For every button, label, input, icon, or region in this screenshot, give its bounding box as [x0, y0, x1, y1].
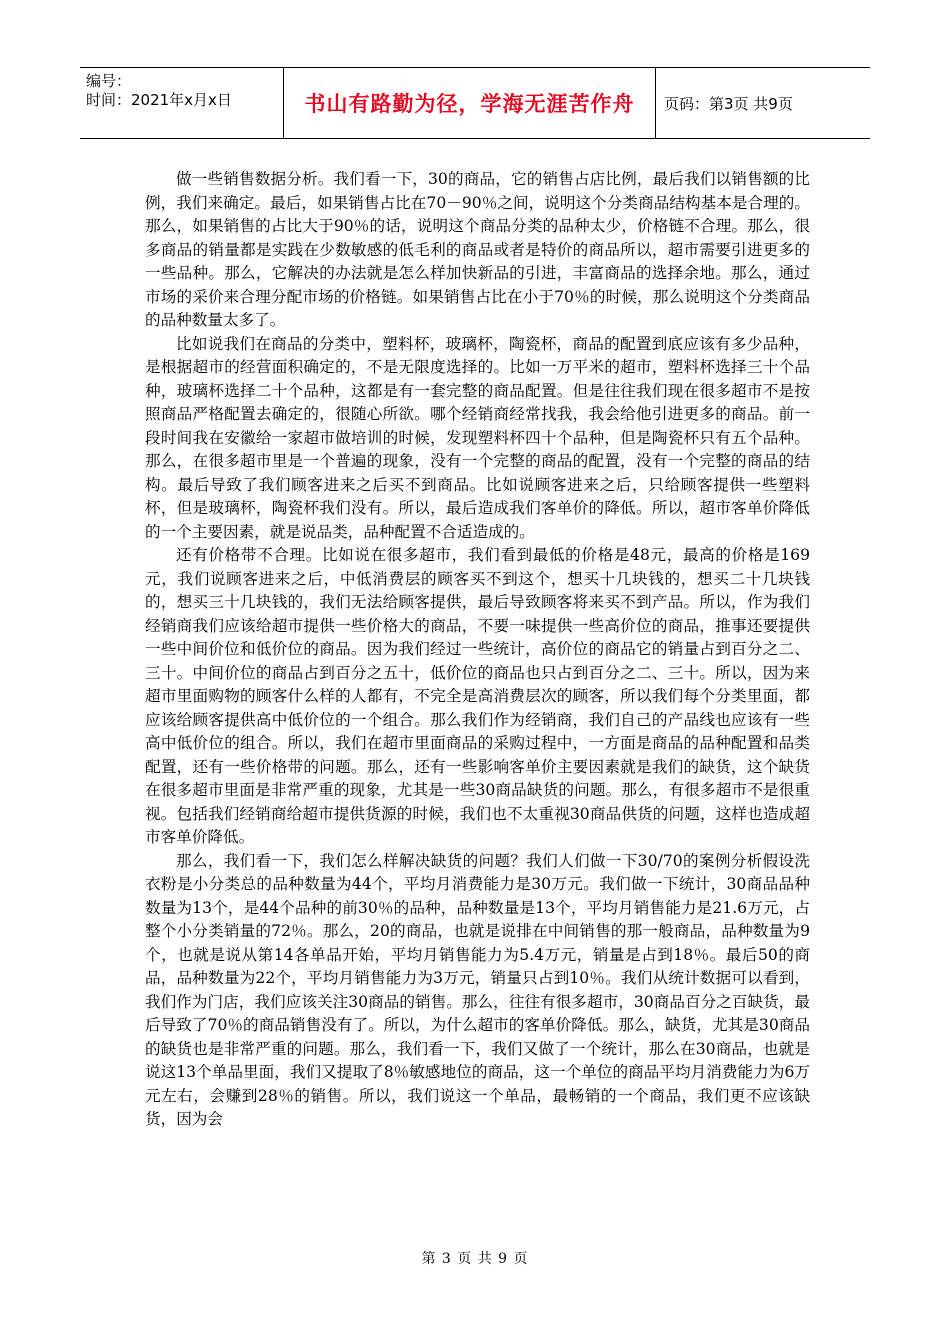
- paragraph: 那么，我们看一下，我们怎么样解决缺货的问题？我们人们做一下30/70的案例分析假设洗衣粉是小分类总的品种数量为44个，平均月消费能力是30万元。我们做一下统计，30商品品种数量为13个，是44个品种的前30％的品种，品种数量是13个，平均月销售能力是21.6万元，占整个小分类销量的72％。那么，20的商品，也就是说排在中间销售的那一般商品，品种数量为9个，也就是说从第14各单品开始，平均月销售能力为5.4万元，销量是占到18％。最后50的商品，品种数量为22个，平均月销售能力为3万元，销量只占到10％。我们从统计数据可以看到，我们作为门店，我们应该关注30商品的销售。那么，往往有很多超市，30商品百分之百缺货，最后导致了70％的商品销售没有了。所以，为什么超市的客单价降低。那么，缺货，尤其是30商品的缺货也是非常严重的问题。那么，我们看一下，我们又做了一个统计，那么在30商品，也就是说这13个单品里面，我们又提取了8％敏感地位的商品，这一个单位的商品平均月消费能力为6万元左右，会赚到28％的销售。所以，我们说这一个单品，最畅销的一个商品，我们更不应该缺货，因为会: [145, 851, 810, 1128]
- page-header: [80, 67, 870, 139]
- header-motto: 书山有路勤为径，学海无涯苦作舟: [284, 68, 656, 138]
- document-number: 编号：: [86, 72, 132, 90]
- paragraph: 比如说我们在商品的分类中，塑料杯，玻璃杯，陶瓷杯，商品的配置到底应该有多少品种，是根据超市的经营面积确定的，不是无限度选择的。比如一万平米的超市，塑料杯选择三十个品种，玻璃杯选择二十个品种，这都是有一套完整的商品配置。但是往往我们现在很多超市不是按照商品严格配置去确定的，很随心所欲。哪个经销商经常找我，我会给他引进更多的商品。前一段时间我在安徽给一家超市做培训的时候，发现塑料杯四十个品种，但是陶瓷杯只有五个品种。那么，在很多超市里是一个普遍的现象，没有一个完整的商品的配置，没有一个完整的商品的结构。最后导致了我们顾客进来之后买不到商品。比如说顾客进来之后，只给顾客提供一些塑料杯，但是玻璃杯，陶瓷杯我们没有。所以，最后造成我们客单价的降低。所以，超市客单价降低的一个主要因素，就是说品类，品种配置不合适造成的。: [145, 334, 810, 541]
- header-meta: [80, 68, 284, 138]
- document-body: [145, 168, 810, 1132]
- document-date: 时间：2021年x月x日: [86, 91, 232, 109]
- header-page-number: 页码：第3页 共9页: [664, 94, 793, 113]
- paragraph: 还有价格带不合理。比如说在很多超市，我们看到最低的价格是48元，最高的价格是169元，我们说顾客进来之后，中低消费层的顾客买不到这个，想买十几块钱的，想买二十几块钱的，想买三十几块钱的，我们无法给顾客提供，最后导致顾客将来买不到产品。所以，作为我们经销商我们应该给超市提供一些价格大的商品，不要一味提供一些高价位的商品，推事还要提供一些中间价位和低价位的商品。因为我们经过一些统计，高价位的商品它的销量占到百分之二、三十。中间价位的商品占到百分之五十，低价位的商品也只占到百分之二、三十。所以，因为来超市里面购物的顾客什么样的人都有，不完全是高消费层次的顾客，所以我们每个分类里面，都应该给顾客提供高中低价位的一个组合。那么我们作为经销商，我们自己的产品线也应该有一些高中低价位的组合。所以，我们在超市里面商品的采购过程中，一方面是商品的品种配置和品类配置，还有一些价格带的问题。那么，还有一些影响客单价主要因素就是我们的缺货，这个缺货在很多超市里面是非常严重的现象，尤其是一些30商品缺货的问题。那么，有很多超市不是很重视。包括我们经销商给超市提供货源的时候，我们也不太重视30商品供货的问题，这样也造成超市客单价降低。: [145, 546, 810, 846]
- paragraph: 做一些销售数据分析。我们看一下，30的商品，它的销售占店比例，最后我们以销售额的比例，我们来确定。最后，如果销售占比在70－90％之间，说明这个分类商品结构基本是合理的。那么，如果销售的占比大于90％的话，说明这个商品分类的品种太少，价格链不合理。那么，很多商品的销量都是实践在少数敏感的低毛利的商品或者是特价的商品所以，超市需要引进更多的一些品种。那么，它解决的办法就是怎么样加快新品的引进，丰富商品的选择余地。那么，通过市场的采价来合理分配市场的价格链。如果销售占比在小于70％的时候，那么说明这个分类商品的品种数量太多了。: [145, 170, 810, 329]
- page-footer: 第 3 页 共 9 页: [421, 1251, 529, 1267]
